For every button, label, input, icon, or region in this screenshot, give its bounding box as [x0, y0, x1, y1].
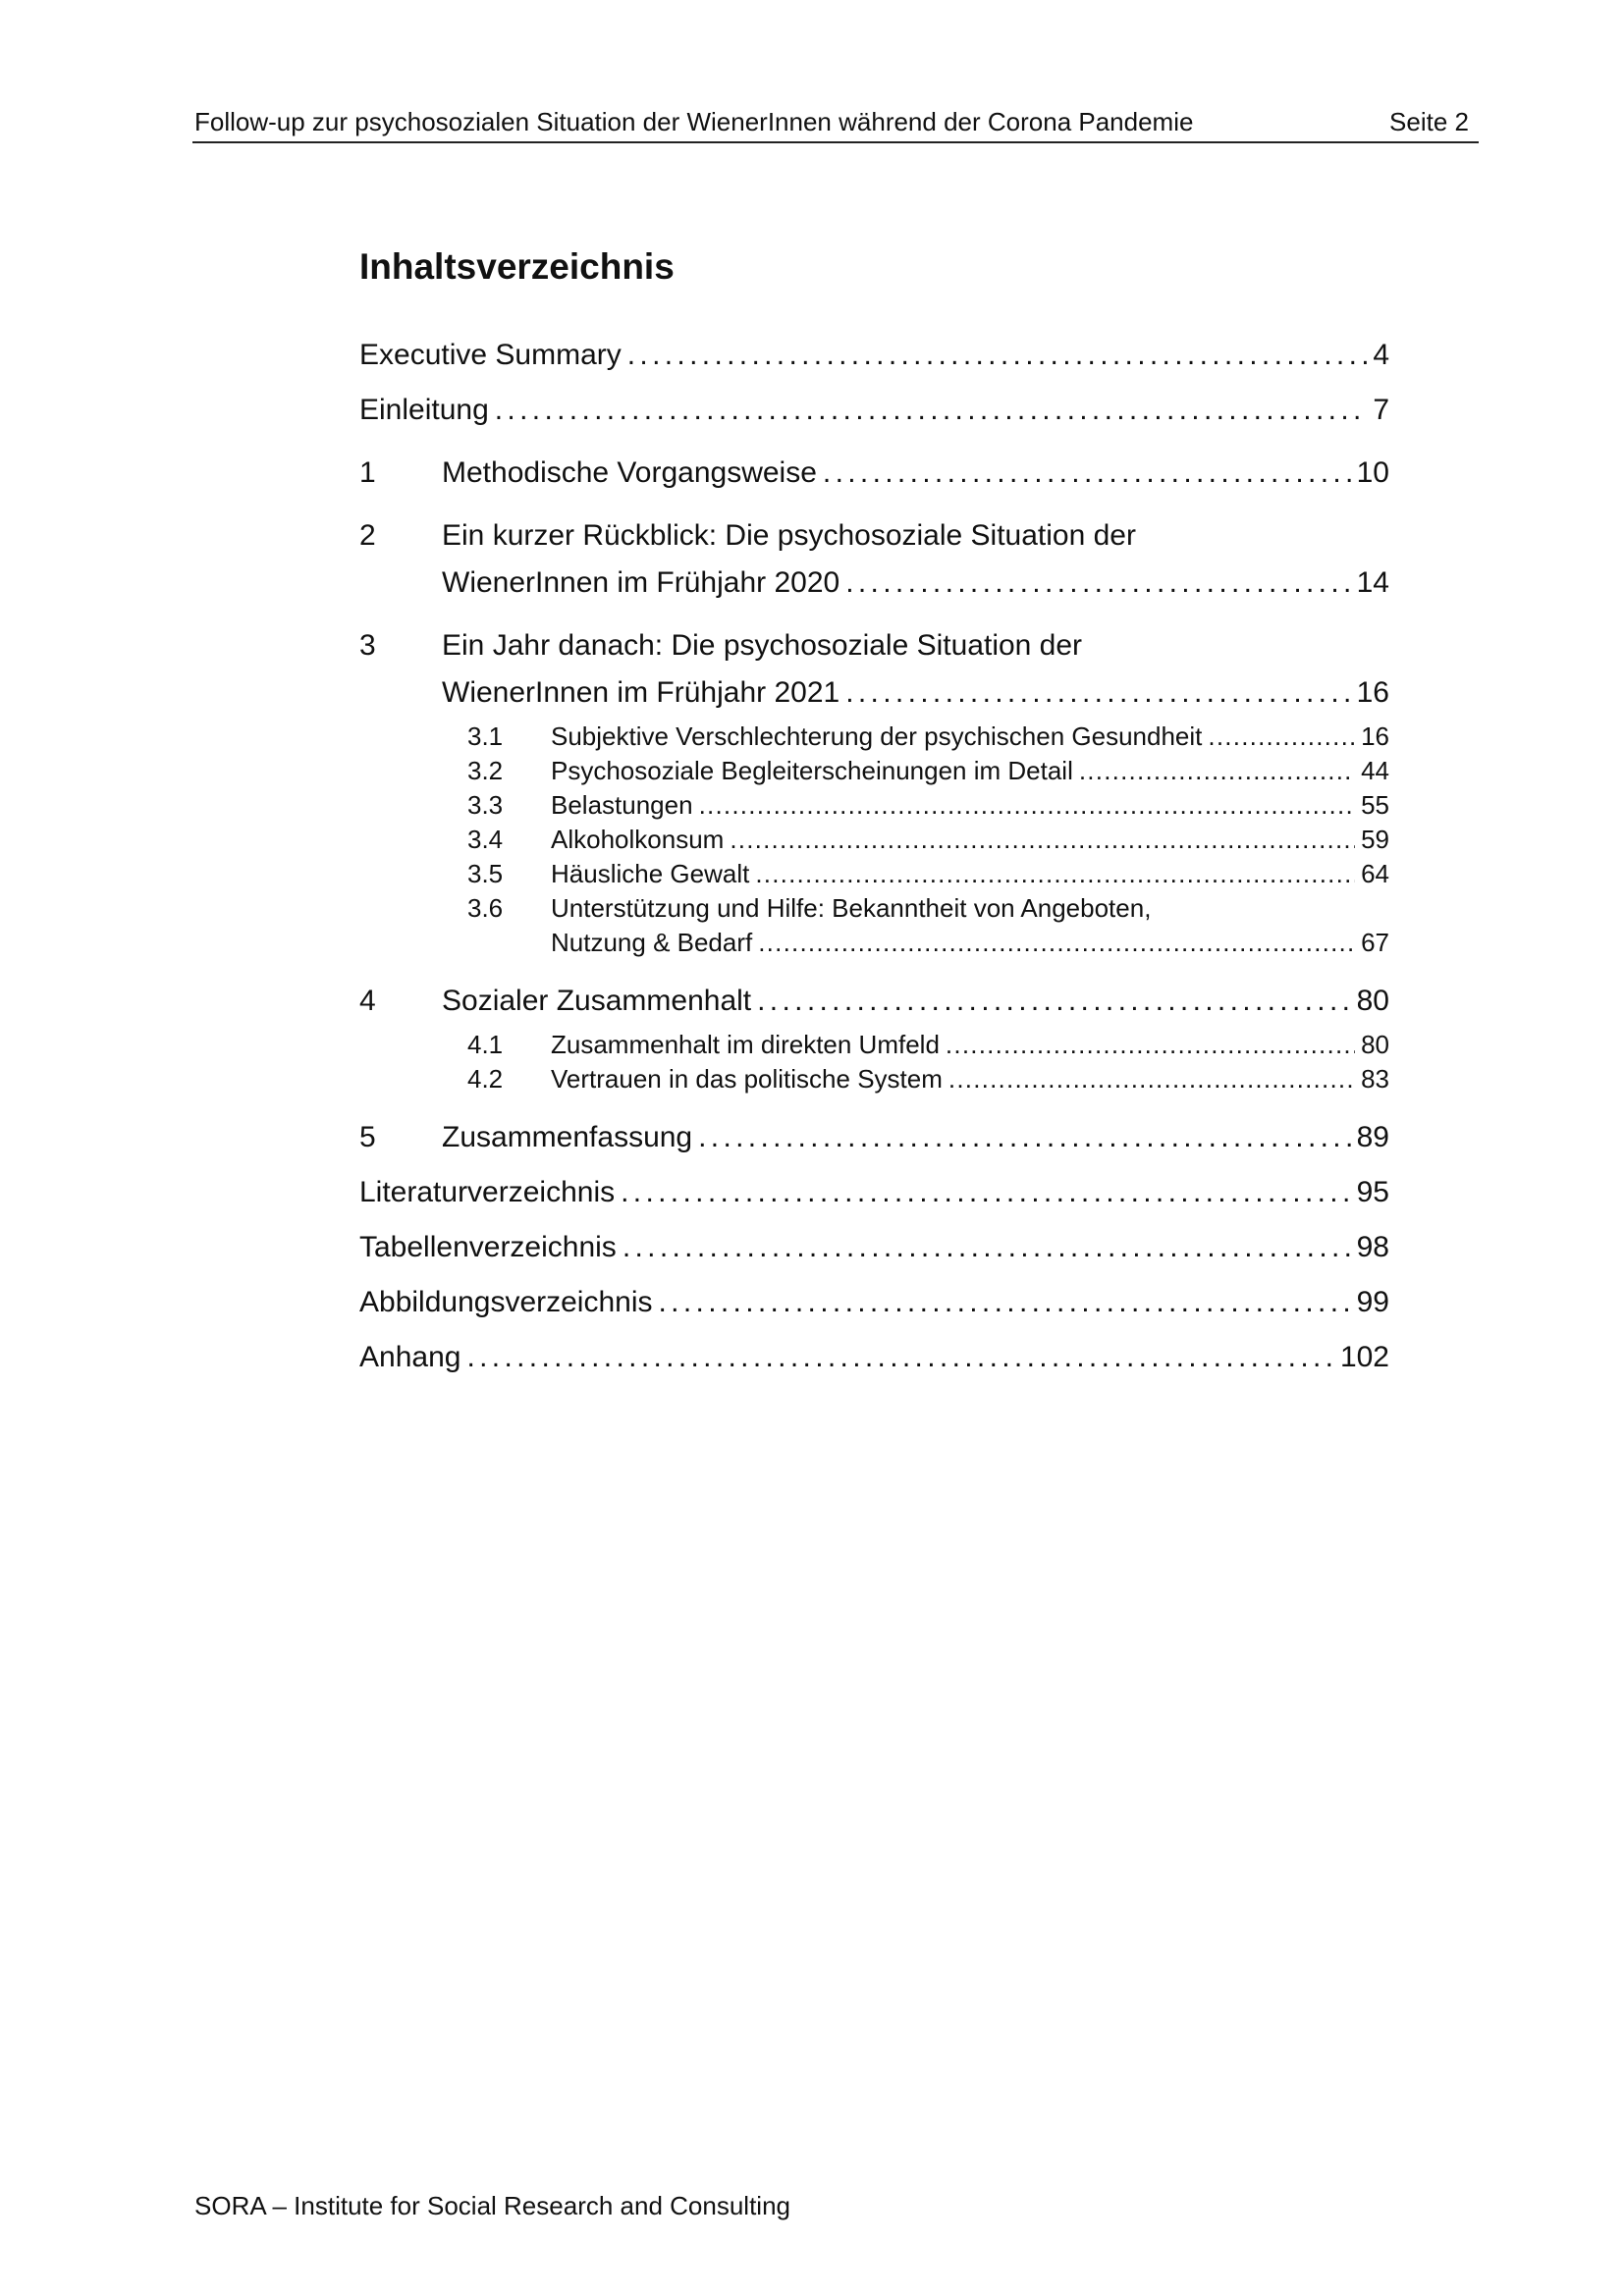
- toc-leader: [627, 334, 1368, 377]
- toc-entry-page: 64: [1361, 859, 1389, 888]
- toc-section-entry[interactable]: [467, 1062, 1389, 1096]
- document-title: Follow-up zur psychosozialen Situation der WienerInnen während der Corona Pandemie: [194, 107, 1194, 136]
- toc-chapter-entry[interactable]: [359, 514, 1389, 558]
- toc-entry-label: Methodische Vorgangsweise: [442, 456, 817, 489]
- toc-entry-label: Zusammenhalt im direkten Umfeld: [551, 1030, 940, 1059]
- toc-entry-label: Sozialer Zusammenhalt: [442, 985, 752, 1017]
- toc-section-entry-continued[interactable]: [551, 926, 1389, 960]
- toc-leader: [757, 980, 1350, 1023]
- toc-entry-label: Häusliche Gewalt: [551, 859, 750, 888]
- toc-entry[interactable]: [359, 1226, 1389, 1269]
- toc-entry-page: 80: [1361, 1030, 1389, 1059]
- toc-entry-page: 7: [1373, 394, 1389, 426]
- toc-entry-number: 4.1: [467, 1030, 504, 1059]
- toc-leader: [1208, 720, 1355, 754]
- page-footer: SORA – Institute for Social Research and Consulting: [194, 2191, 790, 2220]
- toc-entry-page: 4: [1373, 339, 1389, 371]
- toc-section-entry[interactable]: [467, 788, 1389, 823]
- toc-leader: [623, 1226, 1351, 1269]
- toc-leader: [755, 857, 1355, 891]
- toc-entry[interactable]: [359, 389, 1389, 432]
- toc-entry-label: Belastungen: [551, 790, 693, 820]
- toc-chapter-entry[interactable]: [359, 1116, 1389, 1159]
- toc-entry-page: 99: [1356, 1286, 1389, 1318]
- toc-entry-number: 2: [359, 519, 376, 552]
- toc-entry-label: Subjektive Verschlechterung der psychischen Gesundheit: [551, 721, 1203, 751]
- toc-entry-label: Abbildungsverzeichnis: [359, 1286, 653, 1318]
- toc-entry-number: 3.3: [467, 790, 504, 820]
- toc-entry-label: WienerInnen im Frühjahr 2021: [442, 676, 840, 709]
- page-number: Seite 2: [1389, 107, 1469, 136]
- toc-entry-number: 3.6: [467, 893, 504, 923]
- toc-entry-label: Alkoholkonsum: [551, 825, 725, 854]
- page-header: [192, 102, 1479, 143]
- toc-entry-number: 3.2: [467, 756, 504, 785]
- toc-entry-number: 4: [359, 985, 376, 1017]
- toc-leader: [845, 671, 1350, 715]
- toc-entry-page: 80: [1356, 985, 1389, 1017]
- toc-entry-label: Nutzung & Bedarf: [551, 928, 753, 957]
- toc-entry-number: 3: [359, 629, 376, 662]
- toc-entry-page: 95: [1356, 1176, 1389, 1208]
- toc-entry-label-line1: Ein kurzer Rückblick: Die psychosoziale Situation der: [442, 519, 1136, 552]
- toc-entry-page: 14: [1356, 566, 1389, 599]
- toc-leader: [698, 1116, 1351, 1159]
- toc-leader: [495, 389, 1368, 432]
- toc-leader: [845, 561, 1350, 605]
- toc-section-entry[interactable]: [467, 720, 1389, 754]
- toc-entry-label: Literaturverzeichnis: [359, 1176, 616, 1208]
- toc-entry-label: Zusammenfassung: [442, 1121, 693, 1153]
- toc-entry-page: 98: [1356, 1231, 1389, 1263]
- toc-section-entry[interactable]: [467, 754, 1389, 788]
- toc-entry-page: 89: [1356, 1121, 1389, 1153]
- toc-entry-label: Einleitung: [359, 394, 489, 426]
- toc-entry-page: 16: [1361, 721, 1389, 751]
- toc-entry-number: 3.1: [467, 721, 504, 751]
- toc-leader: [699, 788, 1356, 823]
- toc-section-entry[interactable]: [467, 1028, 1389, 1062]
- toc-leader: [466, 1336, 1334, 1379]
- toc-entry-page: 55: [1361, 790, 1389, 820]
- toc-entry-number: 4.2: [467, 1064, 504, 1094]
- toc-leader: [948, 1062, 1355, 1096]
- toc-leader: [758, 926, 1355, 960]
- toc-chapter-entry-continued[interactable]: [442, 561, 1389, 605]
- toc-entry-page: 10: [1356, 456, 1389, 489]
- toc-leader: [1079, 754, 1355, 788]
- toc-chapter-entry[interactable]: [359, 980, 1389, 1023]
- toc-leader: [621, 1171, 1351, 1214]
- toc-entry-label: Psychosoziale Begleiterscheinungen im Detail: [551, 756, 1073, 785]
- toc-entry-number: 1: [359, 456, 376, 489]
- toc-entry[interactable]: [359, 334, 1389, 377]
- toc-entry-label: Vertrauen in das politische System: [551, 1064, 943, 1094]
- toc-entry-page: 67: [1361, 928, 1389, 957]
- toc-entry-number: 3.4: [467, 825, 504, 854]
- toc-entry[interactable]: [359, 1336, 1389, 1379]
- toc-chapter-entry-continued[interactable]: [442, 671, 1389, 715]
- toc-leader: [659, 1281, 1351, 1324]
- toc-entry-label: WienerInnen im Frühjahr 2020: [442, 566, 840, 599]
- toc-entry-number: 3.5: [467, 859, 504, 888]
- toc-entry-page: 83: [1361, 1064, 1389, 1094]
- toc-chapter-entry[interactable]: [359, 624, 1389, 667]
- toc-entry-page: 102: [1339, 1341, 1389, 1373]
- toc-entry-label-line1: Ein Jahr danach: Die psychosoziale Situation der: [442, 629, 1083, 662]
- toc-leader: [823, 452, 1351, 495]
- toc-entry-page: 59: [1361, 825, 1389, 854]
- toc-entry-label: Tabellenverzeichnis: [359, 1231, 617, 1263]
- toc-entry-number: 5: [359, 1121, 376, 1153]
- toc-heading: Inhaltsverzeichnis: [359, 246, 675, 287]
- toc-entry-label: Executive Summary: [359, 339, 622, 371]
- toc-leader: [730, 823, 1355, 857]
- toc-section-entry[interactable]: [467, 891, 1389, 926]
- toc-section-entry[interactable]: [467, 857, 1389, 891]
- toc-entry-page: 44: [1361, 756, 1389, 785]
- toc-leader: [946, 1028, 1355, 1062]
- toc-entry-label-line1: Unterstützung und Hilfe: Bekanntheit von Angeboten,: [551, 893, 1152, 923]
- toc-entry-page: 16: [1356, 676, 1389, 709]
- toc-entry[interactable]: [359, 1281, 1389, 1324]
- toc-chapter-entry[interactable]: [359, 452, 1389, 495]
- toc-entry[interactable]: [359, 1171, 1389, 1214]
- toc-entry-label: Anhang: [359, 1341, 461, 1373]
- toc-section-entry[interactable]: [467, 823, 1389, 857]
